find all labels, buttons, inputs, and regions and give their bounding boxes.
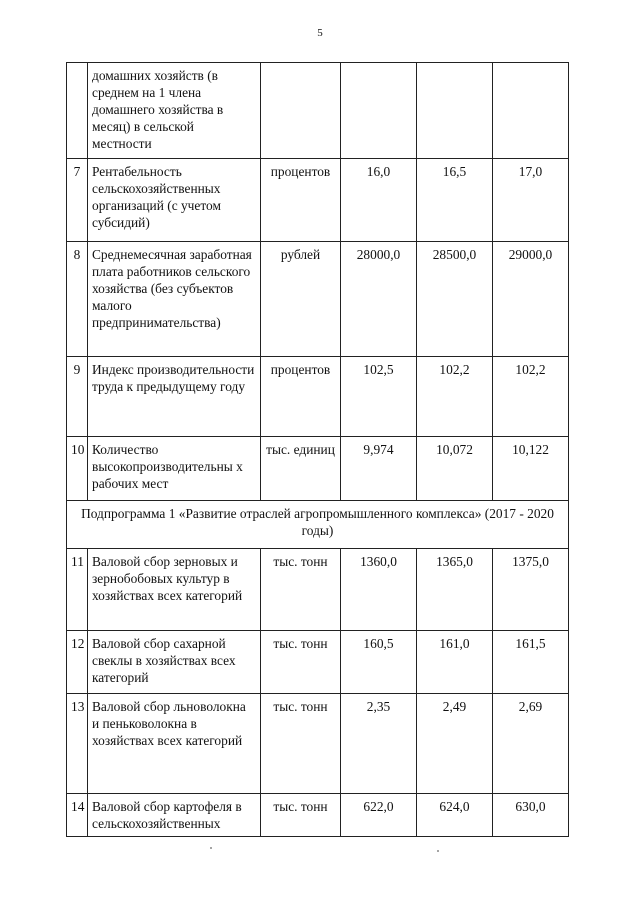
row-number: 12 bbox=[67, 631, 88, 694]
value-cell: 1360,0 bbox=[341, 549, 417, 631]
table-row bbox=[67, 357, 569, 437]
value-cell: 1365,0 bbox=[417, 549, 493, 631]
unit-cell: тыс. тонн bbox=[261, 694, 341, 794]
value-cell bbox=[341, 63, 417, 159]
table-row bbox=[67, 694, 569, 794]
subprogram-title: Подпрограмма 1 «Развитие отраслей агропромышленного комплекса» (2017 - 2020 годы) bbox=[67, 501, 569, 549]
unit-cell: процентов bbox=[261, 159, 341, 242]
indicator-name: Рентабельность сельскохозяйственных организаций (с учетом субсидий) bbox=[88, 159, 261, 242]
value-cell: 102,2 bbox=[493, 357, 569, 437]
value-cell: 160,5 bbox=[341, 631, 417, 694]
value-cell: 28000,0 bbox=[341, 242, 417, 357]
value-cell: 10,122 bbox=[493, 437, 569, 501]
value-cell: 2,35 bbox=[341, 694, 417, 794]
value-cell: 622,0 bbox=[341, 794, 417, 837]
table-row bbox=[67, 159, 569, 242]
indicator-name: Валовой сбор картофеля в сельскохозяйственных bbox=[88, 794, 261, 837]
unit-cell: тыс. тонн bbox=[261, 549, 341, 631]
unit-cell: процентов bbox=[261, 357, 341, 437]
table-row bbox=[67, 437, 569, 501]
value-cell: 102,2 bbox=[417, 357, 493, 437]
value-cell bbox=[493, 63, 569, 159]
value-cell: 17,0 bbox=[493, 159, 569, 242]
table-row bbox=[67, 549, 569, 631]
value-cell: 624,0 bbox=[417, 794, 493, 837]
unit-cell: тыс. единиц bbox=[261, 437, 341, 501]
indicator-name: Индекс производительности труда к предыдущему году bbox=[88, 357, 261, 437]
value-cell: 630,0 bbox=[493, 794, 569, 837]
row-number: 9 bbox=[67, 357, 88, 437]
page-number: 5 bbox=[317, 27, 323, 39]
value-cell: 29000,0 bbox=[493, 242, 569, 357]
row-number: 10 bbox=[67, 437, 88, 501]
table-row bbox=[67, 63, 569, 159]
indicator-name: Валовой сбор зерновых и зернобобовых культур в хозяйствах всех категорий bbox=[88, 549, 261, 631]
row-number: 11 bbox=[67, 549, 88, 631]
row-number: 7 bbox=[67, 159, 88, 242]
indicator-name: Валовой сбор сахарной свеклы в хозяйствах всех категорий bbox=[88, 631, 261, 694]
scan-speck bbox=[437, 850, 439, 852]
indicator-name: Валовой сбор льноволокна и пеньковолокна в хозяйствах всех категорий bbox=[88, 694, 261, 794]
value-cell: 16,5 bbox=[417, 159, 493, 242]
value-cell: 161,0 bbox=[417, 631, 493, 694]
table-row bbox=[67, 242, 569, 357]
indicator-name: Среднемесячная заработная плата работников сельского хозяйства (без субъектов малого предпринимательства) bbox=[88, 242, 261, 357]
scan-speck bbox=[210, 847, 212, 849]
value-cell: 2,69 bbox=[493, 694, 569, 794]
value-cell bbox=[417, 63, 493, 159]
value-cell: 102,5 bbox=[341, 357, 417, 437]
value-cell: 1375,0 bbox=[493, 549, 569, 631]
row-number bbox=[67, 63, 88, 159]
unit-cell: тыс. тонн bbox=[261, 631, 341, 694]
value-cell: 10,072 bbox=[417, 437, 493, 501]
value-cell: 16,0 bbox=[341, 159, 417, 242]
indicator-name: домашних хозяйств (в среднем на 1 члена домашнего хозяйства в месяц) в сельской местности bbox=[88, 63, 261, 159]
value-cell: 9,974 bbox=[341, 437, 417, 501]
row-number: 8 bbox=[67, 242, 88, 357]
unit-cell bbox=[261, 63, 341, 159]
value-cell: 2,49 bbox=[417, 694, 493, 794]
indicators-table bbox=[66, 62, 569, 837]
unit-cell: рублей bbox=[261, 242, 341, 357]
row-number: 14 bbox=[67, 794, 88, 837]
value-cell: 28500,0 bbox=[417, 242, 493, 357]
value-cell: 161,5 bbox=[493, 631, 569, 694]
table-row bbox=[67, 794, 569, 837]
table-row bbox=[67, 631, 569, 694]
subprogram-row bbox=[67, 501, 569, 549]
indicator-name: Количество высокопроизводительны х рабочих мест bbox=[88, 437, 261, 501]
unit-cell: тыс. тонн bbox=[261, 794, 341, 837]
row-number: 13 bbox=[67, 694, 88, 794]
